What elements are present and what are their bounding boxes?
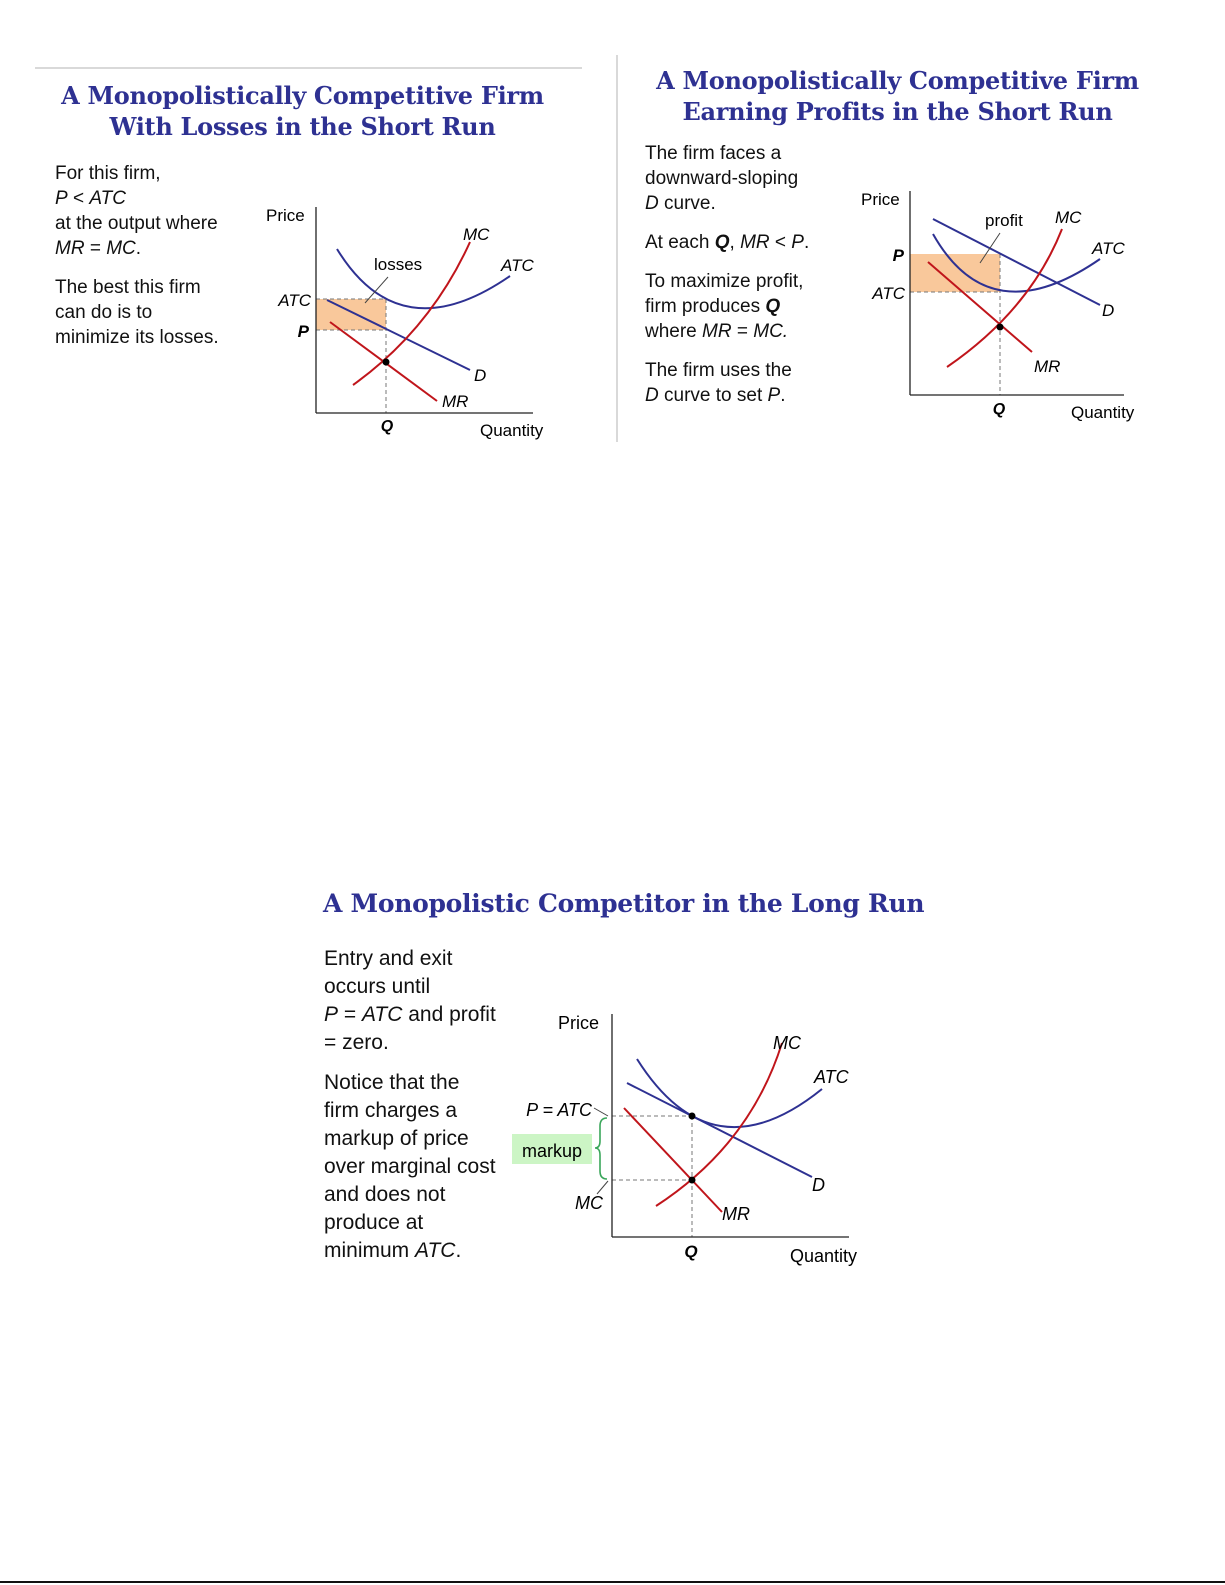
atc-label: ATC — [501, 256, 534, 275]
text-run: = — [84, 238, 107, 259]
text-run: P — [324, 1003, 339, 1026]
text-run: ATC — [361, 1003, 403, 1026]
text-run: D — [645, 385, 659, 406]
text-run: For this firm, — [55, 163, 161, 184]
markup-label: markup — [521, 1141, 583, 1161]
text-run: Q — [714, 232, 730, 253]
panel3-title-line: A Monopolistic Competitor in the Long Run — [323, 889, 925, 918]
text-run: D — [645, 193, 659, 214]
text-run: curve. — [658, 193, 716, 214]
text-run: curve to set — [658, 385, 768, 406]
text-run: produce at — [324, 1211, 424, 1234]
profit-label: profit — [985, 211, 1023, 230]
mc-tick-label: MC — [575, 1193, 603, 1213]
text-run: MC — [106, 238, 136, 259]
text-run: = zero. — [324, 1031, 389, 1054]
text-run: . — [803, 232, 810, 253]
demand-label: D — [474, 366, 487, 385]
price-tick-label: P — [297, 322, 309, 341]
text-run: P — [767, 385, 781, 406]
text-run: minimize its losses. — [55, 327, 219, 348]
losses-label: losses — [374, 255, 423, 274]
quantity-tick-label: Q — [992, 401, 1006, 418]
text-run: where — [645, 321, 703, 342]
text-run: MR — [55, 238, 85, 259]
text-run: can do is to — [55, 302, 153, 323]
text-run: ATC — [89, 188, 126, 209]
markup-brace — [595, 1118, 607, 1179]
mc-label: MC — [773, 1033, 801, 1053]
text-run: minimum — [324, 1239, 416, 1262]
text-run: The firm faces a — [645, 143, 782, 164]
text-run: firm produces — [645, 296, 766, 317]
panel2-title-line: Earning Profits in the Short Run — [682, 97, 1113, 126]
marginal-cost-curve — [656, 1043, 782, 1206]
text-run: firm charges a — [324, 1099, 458, 1122]
p-atc-tick-label: P = ATC — [526, 1100, 592, 1120]
demand-curve — [627, 1083, 812, 1177]
demand-label: D — [1102, 301, 1115, 320]
text-run: Notice that the — [324, 1071, 460, 1094]
quantity-axis-label: Quantity — [480, 421, 544, 440]
text-run: The best this firm — [55, 277, 201, 298]
price-axis-label: Price — [266, 206, 305, 225]
text-run: and does not — [324, 1183, 446, 1206]
atc-label: ATC — [814, 1067, 849, 1087]
text-run: downward-sloping — [645, 168, 799, 189]
price-axis-label: Price — [558, 1013, 600, 1033]
text-run: P — [791, 232, 804, 253]
text-run: < — [769, 232, 792, 253]
p-atc-pointer — [594, 1108, 608, 1116]
text-run: at the output where — [55, 213, 218, 234]
text-run: P — [55, 188, 68, 209]
mc-label: MC — [463, 225, 490, 244]
text-run: = — [338, 1003, 362, 1026]
text-run: markup of price — [324, 1127, 469, 1150]
atc-curve — [637, 1059, 822, 1127]
quantity-tick-label: Q — [684, 1242, 698, 1261]
text-run: over marginal cost — [324, 1155, 496, 1178]
text-run: . — [780, 385, 786, 406]
mr-label: MR — [442, 392, 469, 411]
demand-label: D — [812, 1175, 825, 1195]
text-run: ATC — [415, 1239, 456, 1262]
price-tick-label: P — [892, 246, 904, 265]
quantity-tick-label: Q — [380, 418, 394, 435]
text-run: MC. — [753, 321, 789, 342]
text-run: . — [135, 238, 142, 259]
equilibrium-point — [689, 1113, 696, 1120]
atc-tick-label: ATC — [872, 284, 905, 303]
panel1-title-line: With Losses in the Short Run — [109, 112, 496, 141]
text-run: To maximize profit, — [645, 271, 804, 292]
text-run: occurs until — [324, 975, 431, 998]
text-run: , — [729, 232, 741, 253]
text-run: The firm uses the — [645, 360, 792, 381]
text-run: . — [455, 1239, 462, 1262]
panel2-title-line: A Monopolistically Competitive Firm — [656, 66, 1139, 95]
mr-label: MR — [1034, 357, 1061, 376]
text-run: MR — [740, 232, 770, 253]
price-axis-label: Price — [861, 190, 900, 209]
text-run: At each — [645, 232, 715, 253]
text-run: < — [67, 188, 90, 209]
text-run: Q — [765, 296, 781, 317]
text-run: = — [731, 321, 754, 342]
mr-label: MR — [722, 1204, 750, 1224]
text-run: Entry and exit — [324, 947, 453, 970]
text-run: MR — [702, 321, 732, 342]
mr-mc-point — [689, 1177, 696, 1184]
quantity-axis-label: Quantity — [790, 1246, 858, 1266]
text-run: and profit — [402, 1003, 496, 1026]
atc-label: ATC — [1092, 239, 1125, 258]
mc-label: MC — [1055, 208, 1082, 227]
atc-tick-label: ATC — [278, 291, 311, 310]
quantity-axis-label: Quantity — [1071, 403, 1135, 422]
panel1-title-line: A Monopolistically Competitive Firm — [61, 81, 544, 110]
